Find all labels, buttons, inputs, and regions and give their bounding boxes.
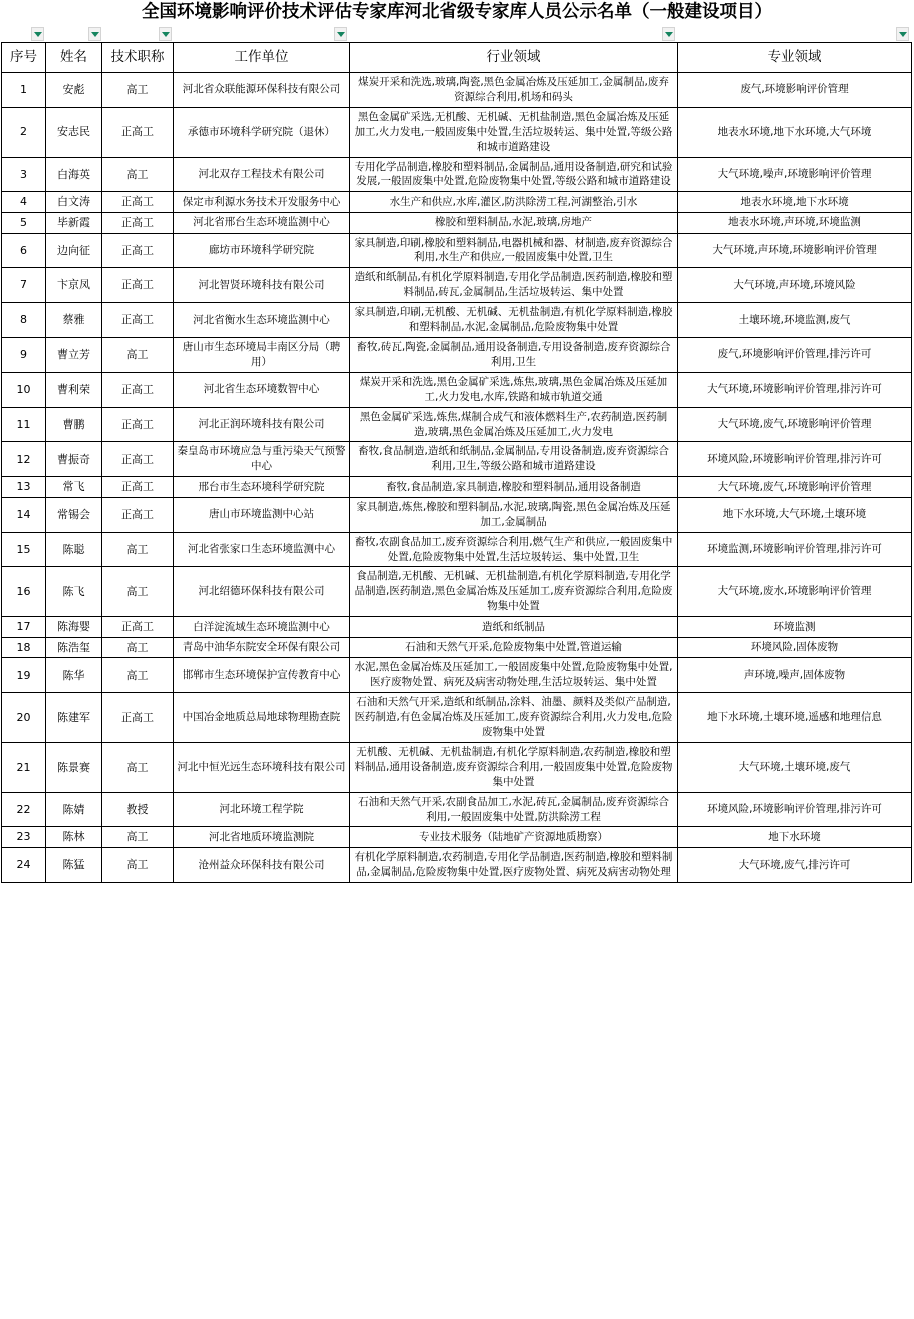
table-row [2,742,912,792]
cell-spec[interactable]: 地下水环境,大气环境,土壤环境 [678,497,912,532]
cell-title[interactable]: 高工 [102,157,174,192]
cell-org[interactable]: 沧州益众环保科技有限公司 [174,848,350,883]
cell-title[interactable]: 正高工 [102,693,174,743]
cell-idx[interactable]: 22 [2,792,46,827]
cell-name[interactable]: 陈海婴 [46,617,102,638]
cell-name[interactable]: 曹振奇 [46,442,102,477]
cell-ind[interactable]: 无机酸、无机碱、无机盐制造,有机化学原料制造,农药制造,橡胶和塑料制品,通用设备制造,废弃资源综合利用,一般固废集中处置,危险废物集中处置 [350,742,678,792]
cell-idx[interactable]: 5 [2,212,46,233]
cell-spec[interactable]: 大气环境,声环境,环境风险 [678,268,912,303]
cell-ind[interactable]: 水生产和供应,水库,灌区,防洪除涝工程,河湖整治,引水 [350,192,678,213]
cell-ind[interactable]: 畜牧,砖瓦,陶瓷,金属制品,通用设备制造,专用设备制造,废弃资源综合利用,卫生 [350,338,678,373]
cell-org[interactable]: 河北智贤环境科技有限公司 [174,268,350,303]
cell-spec[interactable]: 大气环境,声环境,环境影响评价管理 [678,233,912,268]
cell-ind[interactable]: 专用化学品制造,橡胶和塑料制品,金属制品,通用设备制造,研究和试验发展,一般固废集中处置,危险废物集中处置,等级公路和城市道路建设 [350,157,678,192]
chevron-down-icon [665,32,673,37]
table-row [2,532,912,567]
cell-title[interactable]: 正高工 [102,303,174,338]
cell-ind[interactable]: 畜牧,农副食品加工,废弃资源综合利用,燃气生产和供应,一般固废集中处置,危险废物集中处置,生活垃圾转运、集中处置,卫生 [350,532,678,567]
table-row [2,212,912,233]
cell-idx[interactable]: 13 [2,477,46,498]
cell-title[interactable]: 高工 [102,658,174,693]
cell-ind[interactable]: 食品制造,无机酸、无机碱、无机盐制造,有机化学原料制造,专用化学品制造,医药制造,黑色金属冶炼及压延加工,废弃资源综合利用,危险废物集中处置 [350,567,678,617]
table-row [2,157,912,192]
table-row [2,192,912,213]
cell-ind[interactable]: 畜牧,食品制造,造纸和纸制品,金属制品,专用设备制造,废弃资源综合利用,卫生,等级公路和城市道路建设 [350,442,678,477]
cell-name[interactable]: 陈婧 [46,792,102,827]
cell-spec[interactable]: 大气环境,噪声,环境影响评价管理 [678,157,912,192]
cell-idx[interactable]: 9 [2,338,46,373]
cell-ind[interactable]: 水泥,黑色金属冶炼及压延加工,一般固废集中处置,危险废物集中处置,医疗废物处置、病死及病害动物处理,生活垃圾转运、集中处置 [350,658,678,693]
cell-title[interactable]: 高工 [102,532,174,567]
cell-spec[interactable]: 大气环境,废气,环境影响评价管理 [678,407,912,442]
cell-spec[interactable]: 地表水环境,声环境,环境监测 [678,212,912,233]
cell-name[interactable]: 曹鹏 [46,407,102,442]
cell-idx[interactable]: 6 [2,233,46,268]
cell-name[interactable]: 陈浩玺 [46,637,102,658]
table-row [2,637,912,658]
cell-idx[interactable]: 4 [2,192,46,213]
cell-spec[interactable]: 大气环境,废气,排污许可 [678,848,912,883]
cell-name[interactable]: 白文涛 [46,192,102,213]
cell-ind[interactable]: 造纸和纸制品,有机化学原料制造,专用化学品制造,医药制造,橡胶和塑料制品,砖瓦,金属制品,生活垃圾转运、集中处置 [350,268,678,303]
cell-name[interactable]: 常飞 [46,477,102,498]
cell-name[interactable]: 边向征 [46,233,102,268]
cell-idx[interactable]: 20 [2,693,46,743]
cell-spec[interactable]: 环境监测,环境影响评价管理,排污许可 [678,532,912,567]
cell-title[interactable]: 高工 [102,742,174,792]
cell-org[interactable]: 青岛中油华东院安全环保有限公司 [174,637,350,658]
chevron-down-icon [162,32,170,37]
table-row [2,497,912,532]
cell-name[interactable]: 曹立芳 [46,338,102,373]
cell-name[interactable]: 常锡会 [46,497,102,532]
column-header-work-unit[interactable]: 工作单位 [174,43,350,73]
cell-org[interactable]: 承德市环境科学研究院（退休） [174,107,350,157]
page-title: 全国环境影响评价技术评估专家库河北省级专家库人员公示名单（一般建设项目） [142,2,772,23]
expert-roster-table [1,42,912,883]
cell-idx[interactable]: 15 [2,532,46,567]
cell-title[interactable]: 正高工 [102,407,174,442]
cell-title[interactable]: 正高工 [102,372,174,407]
cell-spec[interactable]: 环境风险,环境影响评价管理,排污许可 [678,442,912,477]
cell-title[interactable]: 正高工 [102,233,174,268]
cell-name[interactable]: 陈景赛 [46,742,102,792]
cell-ind[interactable]: 家具制造,印刷,无机酸、无机碱、无机盐制造,有机化学原料制造,橡胶和塑料制品,水泥,金属制品,危险废物集中处置 [350,303,678,338]
cell-idx[interactable]: 21 [2,742,46,792]
cell-ind[interactable]: 黑色金属矿采选,炼焦,煤制合成气和液体燃料生产,农药制造,医药制造,玻璃,黑色金属冶炼及压延加工,火力发电 [350,407,678,442]
cell-spec[interactable]: 地下水环境,土壤环境,遥感和地理信息 [678,693,912,743]
cell-ind[interactable]: 家具制造,炼焦,橡胶和塑料制品,水泥,玻璃,陶瓷,黑色金属冶炼及压延加工,金属制品 [350,497,678,532]
cell-spec[interactable]: 大气环境,土壤环境,废气 [678,742,912,792]
cell-org[interactable]: 唐山市环境监测中心站 [174,497,350,532]
cell-idx[interactable]: 10 [2,372,46,407]
cell-org[interactable]: 河北省衡水生态环境监测中心 [174,303,350,338]
cell-idx[interactable]: 16 [2,567,46,617]
table-row [2,268,912,303]
cell-org[interactable]: 河北省张家口生态环境监测中心 [174,532,350,567]
table-row [2,442,912,477]
cell-name[interactable]: 毕新霞 [46,212,102,233]
cell-ind[interactable]: 煤炭开采和洗选,黑色金属矿采选,炼焦,玻璃,黑色金属冶炼及压延加工,火力发电,水库,铁路和城市轨道交通 [350,372,678,407]
table-row [2,372,912,407]
table-row [2,73,912,108]
cell-ind[interactable]: 石油和天然气开采,危险废物集中处置,管道运输 [350,637,678,658]
cell-spec[interactable]: 地下水环境 [678,827,912,848]
cell-spec[interactable]: 大气环境,废气,环境影响评价管理 [678,477,912,498]
cell-org[interactable]: 河北省生态环境数智中心 [174,372,350,407]
table-body [2,73,912,883]
cell-idx[interactable]: 14 [2,497,46,532]
column-header-industry[interactable]: 行业领域 [350,43,678,73]
cell-name[interactable]: 白海英 [46,157,102,192]
cell-name[interactable]: 陈聪 [46,532,102,567]
chevron-down-icon [899,32,907,37]
cell-name[interactable]: 陈猛 [46,848,102,883]
cell-name[interactable]: 曹利荣 [46,372,102,407]
cell-org[interactable]: 河北双存工程技术有限公司 [174,157,350,192]
filter-dropdown-arrow-spec[interactable] [896,27,909,41]
table-row [2,617,912,638]
cell-idx[interactable]: 1 [2,73,46,108]
cell-idx[interactable]: 24 [2,848,46,883]
filter-dropdown-arrow-title[interactable] [159,27,172,41]
chevron-down-icon [91,32,99,37]
table-row [2,338,912,373]
cell-name[interactable]: 陈华 [46,658,102,693]
cell-title[interactable]: 正高工 [102,477,174,498]
cell-spec[interactable]: 地表水环境,地下水环境,大气环境 [678,107,912,157]
cell-idx[interactable]: 3 [2,157,46,192]
cell-title[interactable]: 高工 [102,637,174,658]
cell-title[interactable]: 高工 [102,338,174,373]
cell-title[interactable]: 正高工 [102,192,174,213]
cell-idx[interactable]: 11 [2,407,46,442]
chevron-down-icon [34,32,42,37]
cell-org[interactable]: 白洋淀流域生态环境监测中心 [174,617,350,638]
table-row [2,827,912,848]
cell-idx[interactable]: 18 [2,637,46,658]
cell-title[interactable]: 正高工 [102,268,174,303]
cell-ind[interactable]: 石油和天然气开采,农副食品加工,水泥,砖瓦,金属制品,废弃资源综合利用,一般固废集中处置,防洪除涝工程 [350,792,678,827]
cell-title[interactable]: 正高工 [102,442,174,477]
cell-name[interactable]: 安彪 [46,73,102,108]
cell-spec[interactable]: 声环境,噪声,固体废物 [678,658,912,693]
cell-org[interactable]: 中国冶金地质总局地球物理勘查院 [174,693,350,743]
cell-name[interactable]: 陈建军 [46,693,102,743]
table-row [2,848,912,883]
cell-idx[interactable]: 2 [2,107,46,157]
filter-dropdown-arrow-org[interactable] [334,27,347,41]
autofilter-strip [0,26,914,42]
cell-org[interactable]: 河北省众联能源环保科技有限公司 [174,73,350,108]
cell-ind[interactable]: 造纸和纸制品 [350,617,678,638]
cell-name[interactable]: 安志民 [46,107,102,157]
document-title-bar [0,0,914,26]
table-row [2,658,912,693]
cell-idx[interactable]: 8 [2,303,46,338]
chevron-down-icon [337,32,345,37]
cell-org[interactable]: 保定市利源水务技术开发服务中心 [174,192,350,213]
cell-org[interactable]: 邢台市生态环境科学研究院 [174,477,350,498]
cell-org[interactable]: 河北环境工程学院 [174,792,350,827]
cell-spec[interactable]: 环境风险,环境影响评价管理,排污许可 [678,792,912,827]
cell-ind[interactable]: 有机化学原料制造,农药制造,专用化学品制造,医药制造,橡胶和塑料制品,金属制品,危险废物集中处置,医疗废物处置、病死及病害动物处理 [350,848,678,883]
filter-dropdown-arrow-name[interactable] [88,27,101,41]
cell-name[interactable]: 蔡雅 [46,303,102,338]
cell-spec[interactable]: 大气环境,废水,环境影响评价管理 [678,567,912,617]
cell-title[interactable]: 正高工 [102,497,174,532]
table-row [2,792,912,827]
cell-spec[interactable]: 环境监测 [678,617,912,638]
cell-idx[interactable]: 23 [2,827,46,848]
cell-ind[interactable]: 橡胶和塑料制品,水泥,玻璃,房地产 [350,212,678,233]
cell-idx[interactable]: 7 [2,268,46,303]
cell-spec[interactable]: 大气环境,环境影响评价管理,排污许可 [678,372,912,407]
cell-idx[interactable]: 17 [2,617,46,638]
table-header [2,43,912,73]
cell-title[interactable]: 正高工 [102,212,174,233]
cell-title[interactable]: 高工 [102,567,174,617]
cell-title[interactable]: 高工 [102,848,174,883]
column-header-index[interactable]: 序号 [2,43,46,73]
header-row [2,43,912,73]
cell-idx[interactable]: 19 [2,658,46,693]
cell-ind[interactable]: 石油和天然气开采,造纸和纸制品,涂料、油墨、颜料及类似产品制造,医药制造,有色金属冶炼及压延加工,废弃资源综合利用,火力发电,危险废物集中处置 [350,693,678,743]
cell-org[interactable]: 河北中恒光远生态环境科技有限公司 [174,742,350,792]
cell-title[interactable]: 高工 [102,827,174,848]
cell-ind[interactable]: 黑色金属矿采选,无机酸、无机碱、无机盐制造,黑色金属冶炼及压延加工,火力发电,一般固废集中处置,生活垃圾转运、集中处置,等级公路和城市道路建设 [350,107,678,157]
cell-idx[interactable]: 12 [2,442,46,477]
cell-name[interactable]: 陈林 [46,827,102,848]
column-header-specialty[interactable]: 专业领域 [678,43,912,73]
column-header-name[interactable]: 姓名 [46,43,102,73]
cell-name[interactable]: 陈飞 [46,567,102,617]
cell-ind[interactable]: 专业技术服务（陆地矿产资源地质勘察） [350,827,678,848]
table-row [2,693,912,743]
cell-spec[interactable]: 废气,环境影响评价管理,排污许可 [678,338,912,373]
cell-ind[interactable]: 家具制造,印刷,橡胶和塑料制品,电器机械和器、材制造,废弃资源综合利用,水生产和供应,一般固废集中处置,卫生 [350,233,678,268]
cell-spec[interactable]: 废气,环境影响评价管理 [678,73,912,108]
cell-spec[interactable]: 地表水环境,地下水环境 [678,192,912,213]
table-row [2,107,912,157]
cell-org[interactable]: 邯郸市生态环境保护宣传教育中心 [174,658,350,693]
table-row [2,477,912,498]
cell-spec[interactable]: 环境风险,固体废物 [678,637,912,658]
filter-dropdown-arrow-ind[interactable] [662,27,675,41]
table-row [2,407,912,442]
column-header-tech-title[interactable]: 技术职称 [102,43,174,73]
cell-org[interactable]: 河北省邢台生态环境监测中心 [174,212,350,233]
cell-org[interactable]: 唐山市生态环境局丰南区分局（聘用） [174,338,350,373]
cell-org[interactable]: 河北绍德环保科技有限公司 [174,567,350,617]
cell-spec[interactable]: 土壤环境,环境监测,废气 [678,303,912,338]
cell-ind[interactable]: 煤炭开采和洗选,玻璃,陶瓷,黑色金属冶炼及压延加工,金属制品,废弃资源综合利用,机场和码头 [350,73,678,108]
cell-org[interactable]: 河北省地质环境监测院 [174,827,350,848]
cell-org[interactable]: 秦皇岛市环境应急与重污染天气预警中心 [174,442,350,477]
cell-title[interactable]: 教授 [102,792,174,827]
table-row [2,567,912,617]
cell-title[interactable]: 高工 [102,73,174,108]
cell-org[interactable]: 廊坊市环境科学研究院 [174,233,350,268]
cell-org[interactable]: 河北正润环境科技有限公司 [174,407,350,442]
cell-ind[interactable]: 畜牧,食品制造,家具制造,橡胶和塑料制品,通用设备制造 [350,477,678,498]
cell-name[interactable]: 卞京凤 [46,268,102,303]
cell-title[interactable]: 正高工 [102,617,174,638]
filter-dropdown-arrow-idx[interactable] [31,27,44,41]
table-row [2,233,912,268]
cell-title[interactable]: 正高工 [102,107,174,157]
table-row [2,303,912,338]
